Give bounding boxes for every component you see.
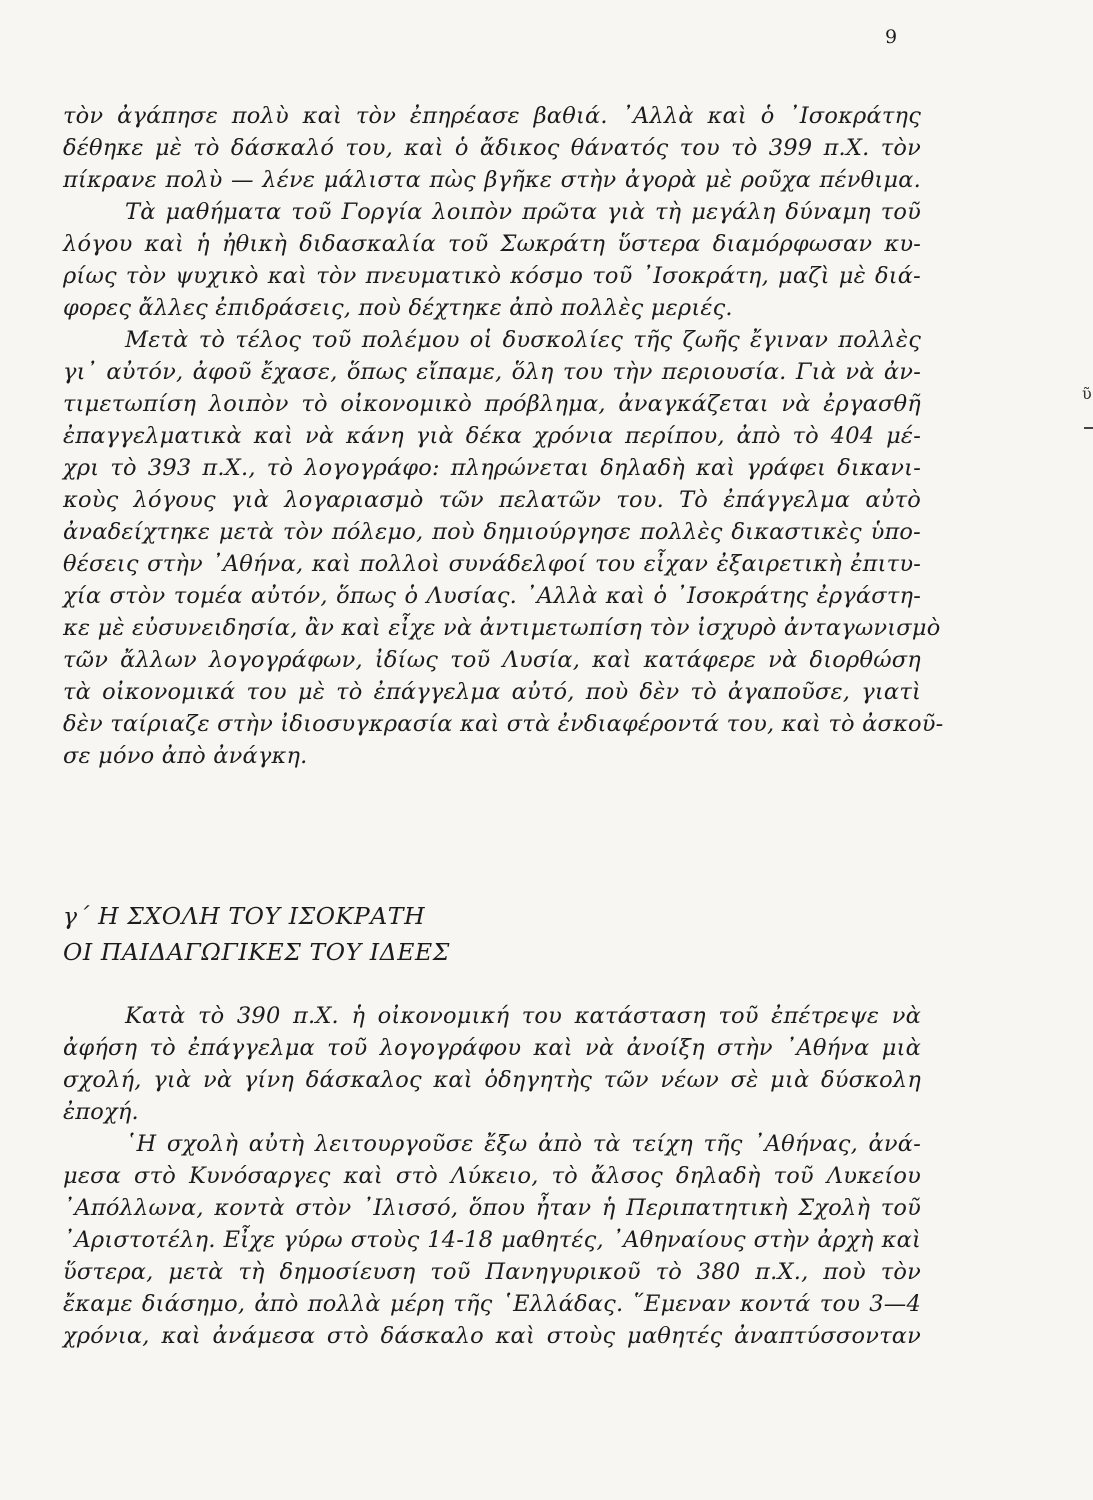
text-line: δὲν ταίριαζε στὴν ἰδιοσυγκρασία καὶ στὰ ἐνδιαφέροντά του, καὶ τὸ ἀσκοῦ-: [63, 711, 944, 737]
text-line: ἀναδείχτηκε μετὰ τὸν πόλεμο, ποὺ δημιούργησε πολλὲς δικαστικὲς ὑπο-: [63, 519, 921, 545]
text-line: τιμετωπίση λοιπὸν τὸ οἰκονομικὸ πρόβλημα, ἀναγκάζεται νὰ ἐργασθῆ: [63, 391, 921, 417]
text-line: ἔκαμε διάσημο, ἀπὸ πολλὰ μέρη τῆς ῾Ελλάδας. ῞Εμεναν κοντά του 3—4: [63, 1291, 921, 1317]
text-line: ᾿Απόλλωνα, κοντὰ στὸν ᾿Ιλισσό, ὅπου ἦταν ἡ Περιπατητικὴ Σχολὴ τοῦ: [63, 1195, 921, 1221]
text-line: μεσα στὸ Κυνόσαργες καὶ στὸ Λύκειο, τὸ ἄλσος δηλαδὴ τοῦ Λυκείου: [63, 1163, 921, 1189]
text-line: δέθηκε μὲ τὸ δάσκαλό του, καὶ ὁ ἄδικος θάνατός του τὸ 399 π.Χ. τὸν: [63, 135, 921, 161]
text-line: χρόνια, καὶ ἀνάμεσα στὸ δάσκαλο καὶ στοὺς μαθητές ἀναπτύσσονταν: [63, 1323, 921, 1349]
text-line: ὕστερα, μετὰ τὴ δημοσίευση τοῦ Πανηγυρικοῦ τὸ 380 π.Χ., ποὺ τὸν: [63, 1259, 921, 1285]
paragraph-last-line: σε μόνο ἀπὸ ἀνάγκη.: [63, 743, 308, 769]
text-line: χρι τὸ 393 π.Χ., τὸ λογογράφο: πληρώνεται δηλαδὴ καὶ γράφει δικανι-: [63, 455, 921, 481]
text-line: χία στὸν τομέα αὐτόν, ὅπως ὁ Λυσίας. ᾿Αλλὰ καὶ ὁ ᾿Ισοκράτης ἐργάστη-: [63, 583, 921, 609]
paragraph-first-line: ῾Η σχολὴ αὐτὴ λειτουργοῦσε ἔξω ἀπὸ τὰ τείχη τῆς ᾿Αθήνας, ἀνά-: [125, 1131, 921, 1157]
text-line: γι᾿ αὐτόν, ἀφοῦ ἔχασε, ὅπως εἴπαμε, ὅλη του τὴν περιουσία. Γιὰ νὰ ἀν-: [63, 359, 921, 385]
text-line: τῶν ἄλλων λογογράφων, ἰδίως τοῦ Λυσία, καὶ κατάφερε νὰ διορθώση: [63, 647, 921, 673]
page-number: 9: [885, 26, 898, 48]
section-heading-line-1: γ΄ Η ΣΧΟΛΗ ΤΟΥ ΙΣΟΚΡΑΤΗ: [63, 902, 426, 930]
paragraph-first-line: Κατὰ τὸ 390 π.Χ. ἡ οἰκονομική του κατάσταση τοῦ ἐπέτρεψε νὰ: [125, 1003, 921, 1029]
text-line: ἐπαγγελματικὰ καὶ νὰ κάνη γιὰ δέκα χρόνια περίπου, ἀπὸ τὸ 404 μέ-: [63, 423, 921, 449]
text-line: σχολή, γιὰ νὰ γίνη δάσκαλος καὶ ὁδηγητὴς τῶν νέων σὲ μιὰ δύσκολη: [63, 1067, 921, 1093]
text-line: ρίως τὸν ψυχικὸ καὶ τὸν πνευματικὸ κόσμο τοῦ ᾿Ισοκράτη, μαζὶ μὲ διά-: [63, 263, 921, 289]
margin-glyph: ῦ: [1082, 384, 1092, 403]
section-heading-line-2: ΟΙ ΠΑΙΔΑΓΩΓΙΚΕΣ ΤΟΥ ΙΔΕΕΣ: [63, 938, 450, 966]
paragraph-first-line: Τὰ μαθήματα τοῦ Γοργία λοιπὸν πρῶτα γιὰ τὴ μεγάλη δύναμη τοῦ: [125, 199, 921, 225]
text-line: πίκρανε πολὺ — λένε μάλιστα πὼς βγῆκε στὴν ἀγορὰ μὲ ροῦχα πένθιμα.: [63, 167, 921, 193]
section-heading: [63, 898, 921, 970]
text-line: ἀφήση τὸ ἐπάγγελμα τοῦ λογογράφου καὶ νὰ ἀνοίξη στὴν ᾿Αθήνα μιὰ: [63, 1035, 921, 1061]
paragraph-last-line: ἐποχή.: [63, 1099, 139, 1125]
body-text-block-2: [63, 1000, 921, 1352]
margin-dash: [1084, 427, 1093, 429]
text-line: τὰ οἰκονομικά του μὲ τὸ ἐπάγγελμα αὐτό, ποὺ δὲν τὸ ἀγαποῦσε, γιατὶ: [63, 679, 921, 705]
text-line: κε μὲ εὐσυνειδησία, ἂν καὶ εἶχε νὰ ἀντιμετωπίση τὸν ἰσχυρὸ ἀνταγωνισμὸ: [63, 615, 941, 641]
paragraph-last-line: φορες ἄλλες ἐπιδράσεις, ποὺ δέχτηκε ἀπὸ πολλὲς μεριές.: [63, 295, 733, 321]
text-line: ᾿Αριστοτέλη. Εἶχε γύρω στοὺς 14-18 μαθητές, ᾿Αθηναίους στὴν ἀρχὴ καὶ: [63, 1227, 921, 1253]
body-text-block-1: [63, 100, 944, 772]
paragraph-first-line: Μετὰ τὸ τέλος τοῦ πολέμου οἱ δυσκολίες τῆς ζωῆς ἔγιναν πολλὲς: [125, 327, 921, 353]
text-line: λόγου καὶ ἡ ἠθικὴ διδασκαλία τοῦ Σωκράτη ὕστερα διαμόρφωσαν κυ-: [63, 231, 921, 257]
text-line: θέσεις στὴν ᾿Αθήνα, καὶ πολλοὶ συνάδελφοί του εἶχαν ἐξαιρετικὴ ἐπιτυ-: [63, 551, 921, 577]
text-line: τὸν ἀγάπησε πολὺ καὶ τὸν ἐπηρέασε βαθιά. ᾿Αλλὰ καὶ ὁ ᾿Ισοκράτης: [63, 103, 921, 129]
text-line: κοὺς λόγους γιὰ λογαριασμὸ τῶν πελατῶν του. Τὸ ἐπάγγελμα αὐτὸ: [63, 487, 921, 513]
